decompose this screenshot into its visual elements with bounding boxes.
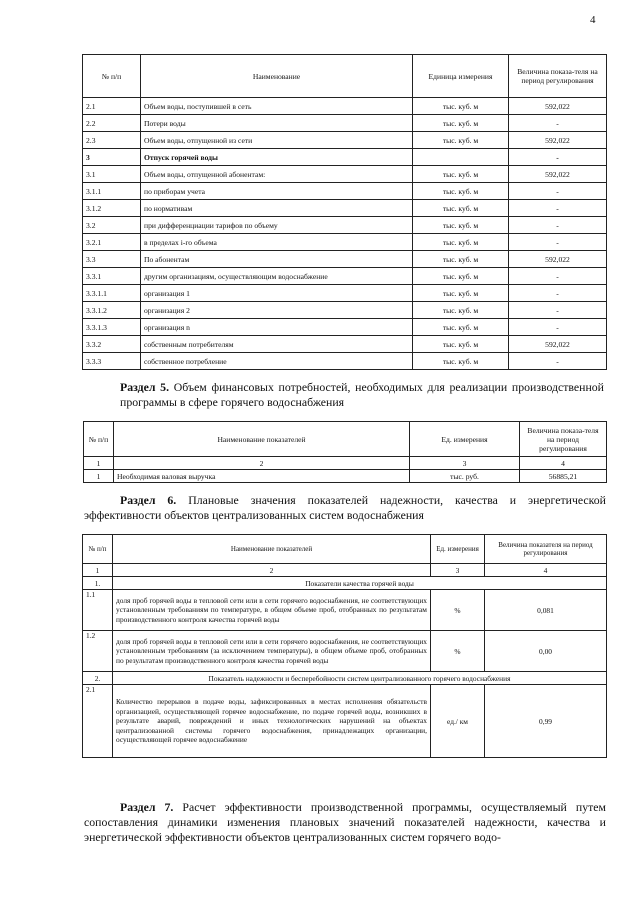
row-unit xyxy=(413,149,509,166)
row-number: 1.2 xyxy=(83,631,113,672)
table-header-row xyxy=(84,422,607,457)
water-volume-table xyxy=(82,54,607,370)
row-name: при дифференциации тарифов по объему xyxy=(141,217,413,234)
row-unit: тыс. куб. м xyxy=(413,234,509,251)
row-value: - xyxy=(509,115,607,132)
row-unit: тыс. куб. м xyxy=(413,217,509,234)
section-7-text: Расчет эффективности производственной программы, осуществляемый путем сопоставления динамики изменения плановых значений показателей надежности, качества и энергетической эффективности объектов централизованных систем горячего водо- xyxy=(84,800,606,844)
col-header-name: Наименование показателей xyxy=(113,535,431,564)
group-title: Показатель надежности и бесперебойности систем централизованного горячего водоснабжения xyxy=(113,672,607,685)
column-number: 3 xyxy=(431,564,485,577)
table-row xyxy=(83,217,607,234)
section-6-text: Плановые значения показателей надежности, качества и энергетической эффективности объектов централизованных систем водоснабжения xyxy=(84,493,606,522)
section-5-label: Раздел 5. xyxy=(120,380,170,394)
row-unit: ед./ км xyxy=(431,685,485,758)
row-unit: тыс. куб. м xyxy=(413,302,509,319)
col-header-number: № п/п xyxy=(83,535,113,564)
row-number: 2.1 xyxy=(83,98,141,115)
quality-indicators-table xyxy=(82,534,607,758)
col-header-value: Величина показа-теля на период регулирования xyxy=(509,55,607,98)
row-value: 592,022 xyxy=(509,251,607,268)
table-row xyxy=(83,98,607,115)
row-unit: тыс. куб. м xyxy=(413,98,509,115)
column-number: 2 xyxy=(114,457,410,470)
row-number: 3.3.2 xyxy=(83,336,141,353)
row-number: 3.3.1.1 xyxy=(83,285,141,302)
row-value: - xyxy=(509,353,607,370)
table-row xyxy=(83,149,607,166)
row-name: доля проб горячей воды в тепловой сети или в сети горячего водоснабжения, не соответствующих установленным требованиям по температуре, в общем объеме проб, отобранных по результатам производственного контроля качества горячей воды xyxy=(113,590,431,631)
row-number: 3.1.1 xyxy=(83,183,141,200)
row-value: 56885,21 xyxy=(520,470,607,483)
row-unit: тыс. куб. м xyxy=(413,200,509,217)
section-7-heading xyxy=(84,800,606,845)
row-name: Необходимая валовая выручка xyxy=(114,470,410,483)
row-name: организация n xyxy=(141,319,413,336)
row-unit: тыс. куб. м xyxy=(413,268,509,285)
table-row xyxy=(83,353,607,370)
group-number: 2. xyxy=(83,672,113,685)
table-row xyxy=(83,319,607,336)
table-row xyxy=(83,115,607,132)
row-value: - xyxy=(509,268,607,285)
group-number: 1. xyxy=(83,577,113,590)
column-number: 3 xyxy=(410,457,520,470)
row-value: 0,99 xyxy=(485,685,607,758)
section-5-heading xyxy=(120,380,604,410)
row-unit: тыс. куб. м xyxy=(413,336,509,353)
table-row xyxy=(83,285,607,302)
row-number: 3.1 xyxy=(83,166,141,183)
row-number: 2.3 xyxy=(83,132,141,149)
row-value: - xyxy=(509,319,607,336)
financial-needs-table xyxy=(83,421,607,483)
row-number: 3.3.3 xyxy=(83,353,141,370)
col-header-name: Наименование xyxy=(141,55,413,98)
row-value: - xyxy=(509,183,607,200)
section-6-label: Раздел 6. xyxy=(120,493,177,507)
row-name: По абонентам xyxy=(141,251,413,268)
row-unit: тыс. куб. м xyxy=(413,251,509,268)
row-number: 3 xyxy=(83,149,141,166)
col-header-value: Величина показа-теля на период регулирования xyxy=(520,422,607,457)
row-name: в пределах i-го объема xyxy=(141,234,413,251)
column-number: 4 xyxy=(485,564,607,577)
row-name: Объем воды, отпущенной из сети xyxy=(141,132,413,149)
row-name: организация 2 xyxy=(141,302,413,319)
row-number: 3.3.1.2 xyxy=(83,302,141,319)
row-name: Объем воды, отпущенной абонентам: xyxy=(141,166,413,183)
group-row-quality xyxy=(83,577,607,590)
row-name: по нормативам xyxy=(141,200,413,217)
page-number: 4 xyxy=(590,14,596,26)
table-header-row xyxy=(83,55,607,98)
row-number: 3.3 xyxy=(83,251,141,268)
row-number: 3.2 xyxy=(83,217,141,234)
row-value: - xyxy=(509,149,607,166)
table-row xyxy=(83,336,607,353)
group-row-reliability xyxy=(83,672,607,685)
table-row xyxy=(83,251,607,268)
col-header-unit: Единица измерения xyxy=(413,55,509,98)
row-unit: тыс. куб. м xyxy=(413,166,509,183)
row-number: 3.3.1.3 xyxy=(83,319,141,336)
row-name: собственным потребителям xyxy=(141,336,413,353)
col-header-number: № п/п xyxy=(83,55,141,98)
section-7-label: Раздел 7. xyxy=(120,800,174,814)
row-name: доля проб горячей воды в тепловой сети или в сети горячего водоснабжения, не соответствующих установленным требованиям (за исключением температуры), в общем объеме проб, отобранных по результатам производственного контроля качества горячей воды xyxy=(113,631,431,672)
row-value: 0,00 xyxy=(485,631,607,672)
section-6-heading xyxy=(84,493,606,523)
row-name: Потери воды xyxy=(141,115,413,132)
row-name: другим организациям, осуществляющим водоснабжение xyxy=(141,268,413,285)
row-unit: % xyxy=(431,631,485,672)
row-unit: тыс. куб. м xyxy=(413,183,509,200)
row-value: 0,081 xyxy=(485,590,607,631)
section-5-text: Объем финансовых потребностей, необходимых для реализации производственной программы в сфере горячего водоснабжения xyxy=(120,380,604,409)
row-unit: тыс. руб. xyxy=(410,470,520,483)
row-unit: тыс. куб. м xyxy=(413,285,509,302)
row-name: организация 1 xyxy=(141,285,413,302)
row-value: 592,022 xyxy=(509,98,607,115)
table-row xyxy=(83,132,607,149)
row-unit: тыс. куб. м xyxy=(413,353,509,370)
row-name: Отпуск горячей воды xyxy=(141,149,413,166)
row-value: - xyxy=(509,200,607,217)
row-number: 1.1 xyxy=(83,590,113,631)
row-number: 2.2 xyxy=(83,115,141,132)
table-row xyxy=(83,302,607,319)
table-row xyxy=(83,166,607,183)
row-value: - xyxy=(509,302,607,319)
row-name: по приборам учета xyxy=(141,183,413,200)
col-header-value: Величина показателя на период регулирования xyxy=(485,535,607,564)
row-name: Объем воды, поступившей в сеть xyxy=(141,98,413,115)
table-row xyxy=(83,590,607,631)
table-row xyxy=(83,685,607,758)
column-number-row xyxy=(84,457,607,470)
row-value: 592,022 xyxy=(509,336,607,353)
row-number: 3.1.2 xyxy=(83,200,141,217)
column-number-row xyxy=(83,564,607,577)
row-value: - xyxy=(509,234,607,251)
column-number: 2 xyxy=(113,564,431,577)
column-number: 1 xyxy=(83,564,113,577)
row-value: 592,022 xyxy=(509,166,607,183)
row-number: 3.2.1 xyxy=(83,234,141,251)
group-title: Показатели качества горячей воды xyxy=(113,577,607,590)
table-row xyxy=(83,631,607,672)
table-row xyxy=(83,234,607,251)
table-row xyxy=(83,200,607,217)
row-value: - xyxy=(509,285,607,302)
table-header-row xyxy=(83,535,607,564)
col-header-number: № п/п xyxy=(84,422,114,457)
column-number: 4 xyxy=(520,457,607,470)
col-header-unit: Ед. измерения xyxy=(410,422,520,457)
row-value: - xyxy=(509,217,607,234)
row-unit: % xyxy=(431,590,485,631)
row-number: 2.1 xyxy=(83,685,113,758)
table-row xyxy=(83,268,607,285)
table-row xyxy=(84,470,607,483)
table-row xyxy=(83,183,607,200)
row-unit: тыс. куб. м xyxy=(413,115,509,132)
col-header-unit: Ед. измерения xyxy=(431,535,485,564)
column-number: 1 xyxy=(84,457,114,470)
row-unit: тыс. куб. м xyxy=(413,132,509,149)
row-number: 3.3.1 xyxy=(83,268,141,285)
row-number: 1 xyxy=(84,470,114,483)
row-name: собственное потребление xyxy=(141,353,413,370)
row-unit: тыс. куб. м xyxy=(413,319,509,336)
row-name: Количество перерывов в подаче воды, зафиксированных в местах исполнения обязательств организацией, осуществляющей горячее водоснабжение, по подаче горячей воды, возникших в результате аварий, повреждений и иных технологических нарушений на объектах централизованной системы горячего водоснабжения, принадлежащих организации, осуществляющей горячее водоснабжение xyxy=(113,685,431,758)
row-value: 592,022 xyxy=(509,132,607,149)
col-header-name: Наименование показателей xyxy=(114,422,410,457)
